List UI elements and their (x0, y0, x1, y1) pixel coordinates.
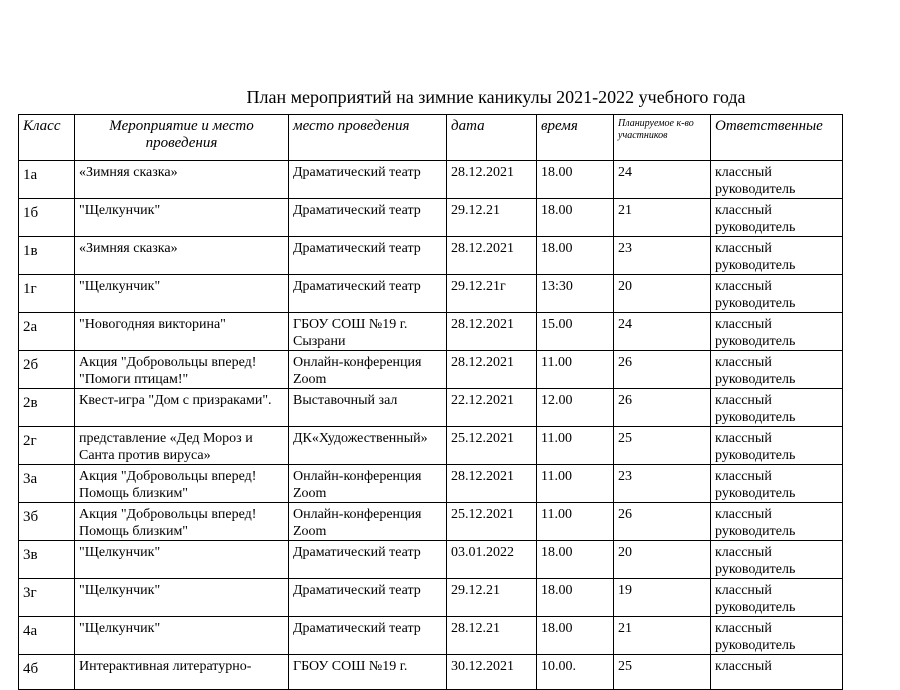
cell-date: 28.12.2021 (447, 237, 537, 275)
cell-date: 30.12.2021 (447, 655, 537, 690)
cell-responsible: классный руководитель (711, 161, 843, 199)
events-table (18, 114, 843, 690)
table-row (19, 579, 843, 617)
cell-responsible: классный руководитель (711, 313, 843, 351)
table-row (19, 199, 843, 237)
cell-responsible: классный руководитель (711, 351, 843, 389)
cell-place: Драматический театр (289, 617, 447, 655)
cell-date: 28.12.21 (447, 617, 537, 655)
cell-time: 18.00 (537, 617, 614, 655)
cell-class: 3а (19, 465, 75, 503)
cell-responsible: классный руководитель (711, 237, 843, 275)
cell-participants: 19 (614, 579, 711, 617)
cell-responsible: классный руководитель (711, 427, 843, 465)
header-event: Мероприятие и место проведения (75, 115, 289, 161)
cell-time: 15.00 (537, 313, 614, 351)
cell-event: «Зимняя сказка» (75, 237, 289, 275)
cell-participants: 24 (614, 161, 711, 199)
cell-place: ГБОУ СОШ №19 г. (289, 655, 447, 690)
cell-responsible: классный руководитель (711, 465, 843, 503)
table-row (19, 465, 843, 503)
cell-place: Драматический театр (289, 275, 447, 313)
cell-responsible: классный руководитель (711, 617, 843, 655)
cell-place: Онлайн-конференция Zoom (289, 465, 447, 503)
cell-responsible: классный руководитель (711, 275, 843, 313)
cell-participants: 26 (614, 389, 711, 427)
cell-place: Драматический театр (289, 237, 447, 275)
cell-time: 11.00 (537, 465, 614, 503)
cell-place: ДК«Художественный» (289, 427, 447, 465)
cell-class: 2б (19, 351, 75, 389)
cell-event: Акция "Добровольцы вперед! "Помоги птицам!" (75, 351, 289, 389)
cell-time: 18.00 (537, 541, 614, 579)
cell-responsible: классный руководитель (711, 503, 843, 541)
cell-time: 12.00 (537, 389, 614, 427)
cell-class: 3в (19, 541, 75, 579)
cell-time: 18.00 (537, 237, 614, 275)
cell-class: 4б (19, 655, 75, 690)
cell-participants: 25 (614, 427, 711, 465)
cell-responsible: классный (711, 655, 843, 690)
cell-class: 3г (19, 579, 75, 617)
table-row (19, 161, 843, 199)
cell-event: Интерактивная литературно- (75, 655, 289, 690)
cell-class: 2в (19, 389, 75, 427)
cell-event: «Зимняя сказка» (75, 161, 289, 199)
table-row (19, 655, 843, 690)
table-row (19, 503, 843, 541)
header-time: время (537, 115, 614, 161)
header-responsible: Ответственные (711, 115, 843, 161)
cell-time: 10.00. (537, 655, 614, 690)
header-class: Класс (19, 115, 75, 161)
cell-participants: 24 (614, 313, 711, 351)
cell-responsible: классный руководитель (711, 199, 843, 237)
cell-participants: 20 (614, 541, 711, 579)
cell-class: 1б (19, 199, 75, 237)
table-row (19, 237, 843, 275)
cell-time: 18.00 (537, 199, 614, 237)
cell-responsible: классный руководитель (711, 541, 843, 579)
cell-place: Драматический театр (289, 199, 447, 237)
cell-date: 28.12.2021 (447, 351, 537, 389)
cell-date: 25.12.2021 (447, 503, 537, 541)
cell-class: 1в (19, 237, 75, 275)
cell-class: 2г (19, 427, 75, 465)
cell-event: "Новогодняя викторина" (75, 313, 289, 351)
cell-responsible: классный руководитель (711, 579, 843, 617)
cell-place: Выставочный зал (289, 389, 447, 427)
table-row (19, 427, 843, 465)
cell-time: 11.00 (537, 351, 614, 389)
cell-participants: 21 (614, 199, 711, 237)
cell-time: 18.00 (537, 161, 614, 199)
cell-participants: 23 (614, 465, 711, 503)
cell-participants: 26 (614, 351, 711, 389)
header-place: место проведения (289, 115, 447, 161)
cell-class: 3б (19, 503, 75, 541)
cell-date: 22.12.2021 (447, 389, 537, 427)
table-row (19, 389, 843, 427)
cell-event: Акция "Добровольцы вперед! Помощь близким" (75, 465, 289, 503)
cell-date: 28.12.2021 (447, 161, 537, 199)
cell-place: ГБОУ СОШ №19 г. Сызрани (289, 313, 447, 351)
cell-participants: 25 (614, 655, 711, 690)
cell-date: 29.12.21г (447, 275, 537, 313)
cell-date: 28.12.2021 (447, 313, 537, 351)
cell-event: Квест-игра "Дом с призраками". (75, 389, 289, 427)
cell-event: "Щелкунчик" (75, 275, 289, 313)
table-row (19, 541, 843, 579)
cell-class: 2а (19, 313, 75, 351)
cell-time: 11.00 (537, 427, 614, 465)
cell-event: "Щелкунчик" (75, 541, 289, 579)
table-header-row (19, 115, 843, 161)
table-row (19, 275, 843, 313)
cell-event: "Щелкунчик" (75, 579, 289, 617)
cell-date: 28.12.2021 (447, 465, 537, 503)
cell-class: 1а (19, 161, 75, 199)
cell-participants: 26 (614, 503, 711, 541)
cell-time: 13:30 (537, 275, 614, 313)
header-participants: Планируемое к-во участников (614, 115, 711, 161)
cell-participants: 21 (614, 617, 711, 655)
cell-time: 18.00 (537, 579, 614, 617)
cell-place: Онлайн-конференция Zoom (289, 351, 447, 389)
cell-responsible: классный руководитель (711, 389, 843, 427)
cell-event: "Щелкунчик" (75, 199, 289, 237)
cell-place: Драматический театр (289, 161, 447, 199)
cell-event: "Щелкунчик" (75, 617, 289, 655)
cell-place: Драматический театр (289, 579, 447, 617)
cell-time: 11.00 (537, 503, 614, 541)
cell-participants: 20 (614, 275, 711, 313)
cell-date: 03.01.2022 (447, 541, 537, 579)
table-row (19, 313, 843, 351)
cell-event: представление «Дед Мороз и Санта против вируса» (75, 427, 289, 465)
cell-class: 4а (19, 617, 75, 655)
cell-place: Онлайн-конференция Zoom (289, 503, 447, 541)
cell-date: 29.12.21 (447, 199, 537, 237)
cell-date: 25.12.2021 (447, 427, 537, 465)
cell-date: 29.12.21 (447, 579, 537, 617)
document-title: План мероприятий на зимние каникулы 2021-2022 учебного года (246, 87, 746, 107)
cell-place: Драматический театр (289, 541, 447, 579)
cell-class: 1г (19, 275, 75, 313)
table-body (19, 161, 843, 690)
table-row (19, 351, 843, 389)
cell-event: Акция "Добровольцы вперед! Помощь близким" (75, 503, 289, 541)
cell-participants: 23 (614, 237, 711, 275)
header-date: дата (447, 115, 537, 161)
